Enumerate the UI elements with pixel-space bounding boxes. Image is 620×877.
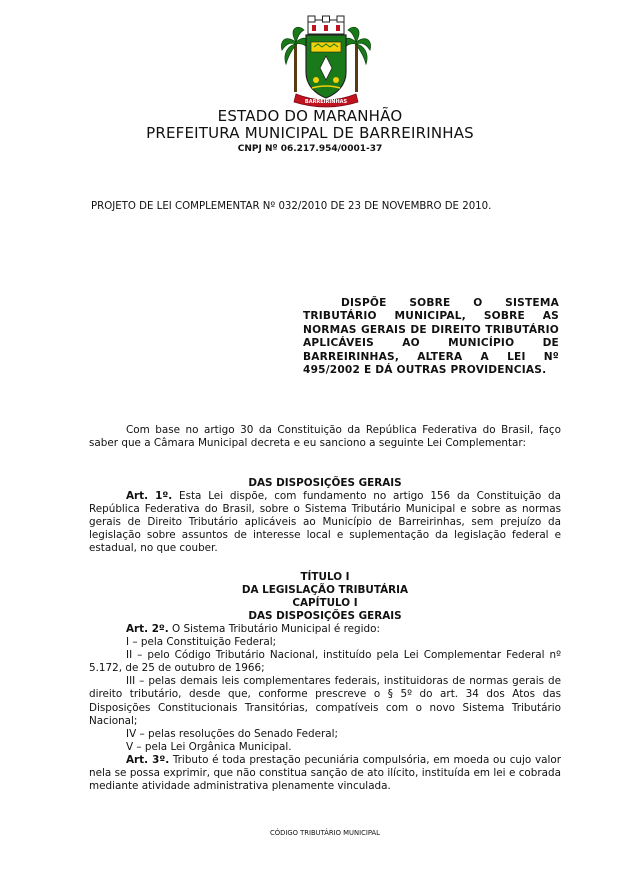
page-footer: CÓDIGO TRIBUTÁRIO MUNICIPAL (270, 829, 380, 837)
article-2-item: II – pelo Código Tributário Nacional, instituído pela Lei Complementar Federal nº 5.172, de 25 de outubro de 1966; (89, 649, 561, 675)
ementa-summary: DISPÕE SOBRE O SISTEMA TRIBUTÁRIO MUNICIPAL, SOBRE AS NORMAS GERAIS DE DIREITO TRIBUTÁRIO APLICÁVEIS AO MUNICÍPIO DE BARREIRINHAS, ALTERA A LEI Nº 495/2002 E DÁ OUTRAS PROVIDENCIAS. (303, 297, 559, 377)
chapter-heading: CAPÍTULO I (292, 597, 358, 609)
article-1-label: Art. 1º. (126, 490, 173, 502)
article-2-label: Art. 2º. (126, 623, 169, 635)
cnpj-line: CNPJ Nº 06.217.954/0001-37 (237, 144, 383, 154)
article-1 (89, 490, 561, 555)
article-3-label: Art. 3º. (126, 753, 170, 766)
right-palm-tree (344, 27, 371, 92)
article-2-item: III – pelas demais leis complementares federais, instituidoras de normas gerais de direito tributário, desde que, conforme prescreve o § 5º do art. 34 dos Atos das Disposições Constitucionais Transitórias, compatíveis com o novo Sistema Tributário Nacional; (89, 675, 561, 727)
article-3 (89, 754, 561, 793)
state-name: ESTADO DO MARANHÃO (217, 107, 403, 125)
document-title: PROJETO DE LEI COMPLEMENTAR Nº 032/2010 DE 23 DE NOVEMBRO DE 2010. (91, 201, 492, 212)
article-2-item: V – pela Lei Orgânica Municipal. (126, 740, 292, 753)
section-heading: DAS DISPOSIÇÕES GERAIS (248, 477, 402, 489)
municipal-coat-of-arms (278, 14, 374, 110)
article-2-item: IV – pelas resoluções do Senado Federal; (126, 727, 339, 740)
article-3-text: Tributo é toda prestação pecuniária compulsória, em moeda ou cujo valor nela se possa exprimir, que não constitua sanção de ato ilícito, instituída em lei e cobrada mediante atividade administrativa plenamente vinculada. (89, 753, 561, 793)
article-2-item: I – pela Constituição Federal; (126, 636, 277, 649)
article-2 (89, 623, 561, 636)
banner-text: BARREIRINHAS (304, 99, 348, 105)
shield (306, 35, 346, 98)
title-subheading: DA LEGISLAÇÃO TRIBUTÁRIA (241, 584, 409, 596)
left-palm-tree (282, 27, 309, 92)
title-heading: TÍTULO I (300, 571, 350, 583)
prefeitura-name: PREFEITURA MUNICIPAL DE BARREIRINHAS (146, 124, 474, 142)
article-1-text: Esta Lei dispõe, com fundamento no artigo 156 da Constituição da República Federativa do Brasil, sobre o Sistema Tributário Municipal e sobre as normas gerais de Direito Tributário aplicáveis ao Município de Barreirinhas, sem prejuízo da legislação sobre assuntos de interesse local e suplementação da legislação federal e estadual, no que couber. (89, 490, 561, 555)
article-2-block (89, 623, 561, 793)
article-2-text: O Sistema Tributário Municipal é regido: (168, 623, 380, 635)
chapter-subheading: DAS DISPOSIÇÕES GERAIS (248, 610, 402, 622)
mural-crown (308, 16, 344, 34)
preamble-paragraph: Com base no artigo 30 da Constituição da República Federativa do Brasil, faço saber que a Câmara Municipal decreta e eu sanciono a seguinte Lei Complementar: (89, 424, 561, 450)
